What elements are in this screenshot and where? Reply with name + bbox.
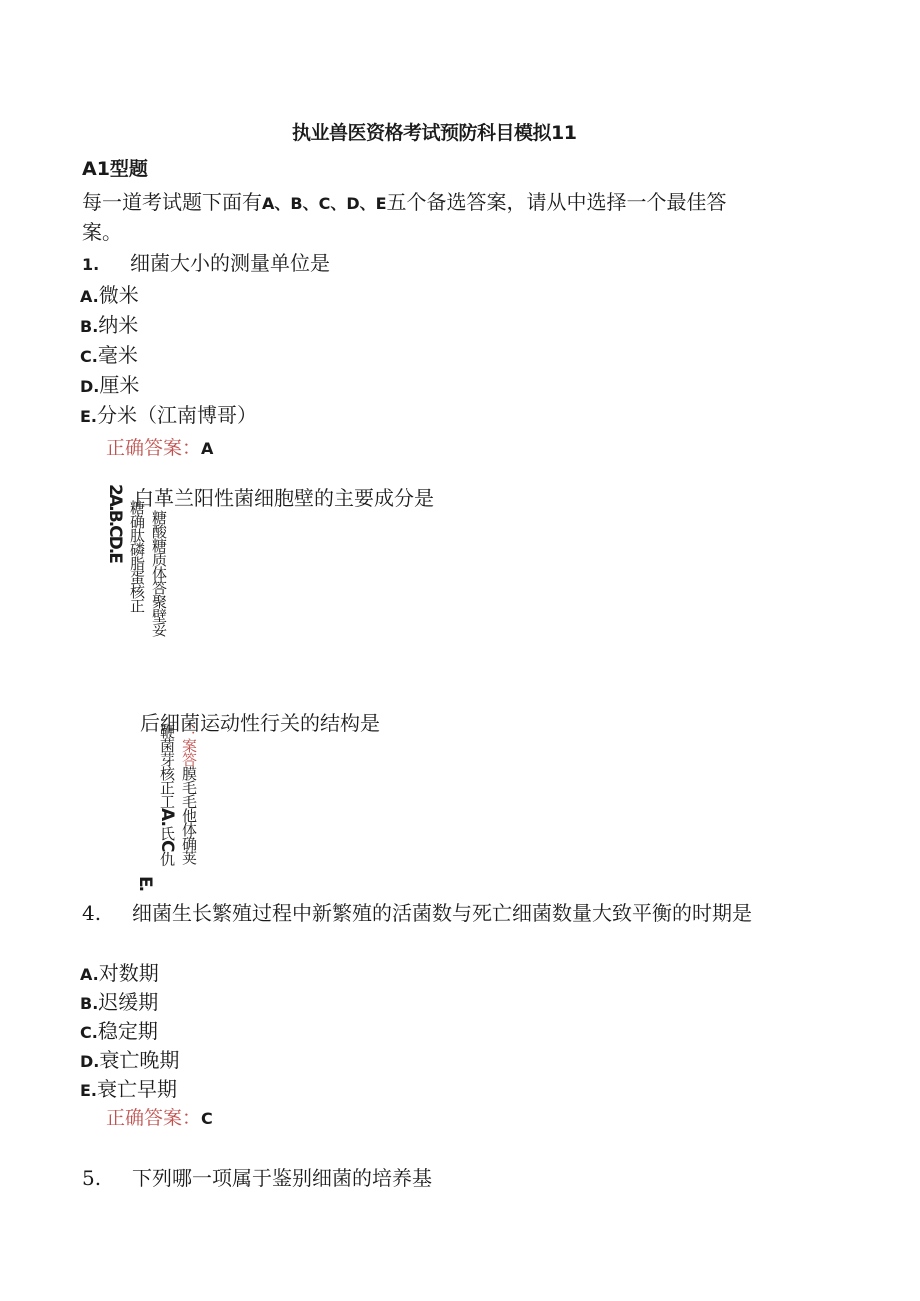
question-5 bbox=[82, 1162, 432, 1191]
option-d: D.厘米 bbox=[80, 373, 140, 397]
page-title: 执业兽医资格考试预防科目模拟11 bbox=[292, 122, 577, 144]
instructions-line-1: 每一道考试题下面有A、B、C、D、E五个备选答案，请从中选择一个最佳答 bbox=[82, 190, 727, 214]
option-list-q1 bbox=[80, 279, 257, 429]
option-d: D.衰亡晚期 bbox=[80, 1048, 180, 1072]
instructions-line-2: 案。 bbox=[82, 220, 122, 244]
question-2-column-2: 糖酸糖质体答聚壁妥 bbox=[150, 510, 168, 636]
question-text: 细菌生长繁殖过程中新繁殖的活菌数与死亡细菌数量大致平衡的时期是 bbox=[132, 901, 752, 925]
question-3-column-1: 鞭菌芽核正工A.氏C仇 bbox=[157, 724, 177, 866]
option-b: B.迟缓期 bbox=[80, 990, 159, 1014]
question-3-text: 后细菌运动性行关的结构是 bbox=[140, 711, 380, 735]
question-text: 下列哪一项属于鉴别细菌的培养基 bbox=[132, 1166, 432, 1190]
question-2-labels: 2A.B.CD.E bbox=[105, 484, 125, 562]
option-b: B.纳米 bbox=[80, 313, 139, 337]
question-2-column-1: 糖确肽磷脂蛋核正 bbox=[128, 500, 146, 612]
section-heading: A1型题 bbox=[82, 158, 148, 180]
question-number: 1. bbox=[82, 255, 100, 274]
option-list-q4 bbox=[80, 957, 179, 1102]
question-text: 细菌大小的测量单位是 bbox=[130, 251, 330, 275]
question-3-label-e: E. bbox=[135, 876, 155, 891]
answer-q1: 正确答案：A bbox=[106, 437, 214, 459]
answer-q4: 正确答案：C bbox=[106, 1107, 213, 1129]
option-e: E.分米（江南博哥） bbox=[80, 403, 258, 427]
question-4 bbox=[82, 897, 752, 926]
option-a: A.对数期 bbox=[80, 961, 159, 985]
question-number: 4. bbox=[82, 901, 102, 925]
question-2-text: 白革兰阳性菌细胞壁的主要成分是 bbox=[134, 486, 434, 510]
option-c: C.稳定期 bbox=[80, 1019, 158, 1043]
question-3-column-2: ：案答膜毛毛他体确荚 bbox=[180, 724, 198, 864]
option-a: A.微米 bbox=[80, 283, 139, 307]
question-number: 5. bbox=[82, 1166, 102, 1190]
option-e: E.衰亡早期 bbox=[80, 1077, 178, 1101]
question-1 bbox=[82, 247, 330, 276]
option-c: C.毫米 bbox=[80, 343, 138, 367]
